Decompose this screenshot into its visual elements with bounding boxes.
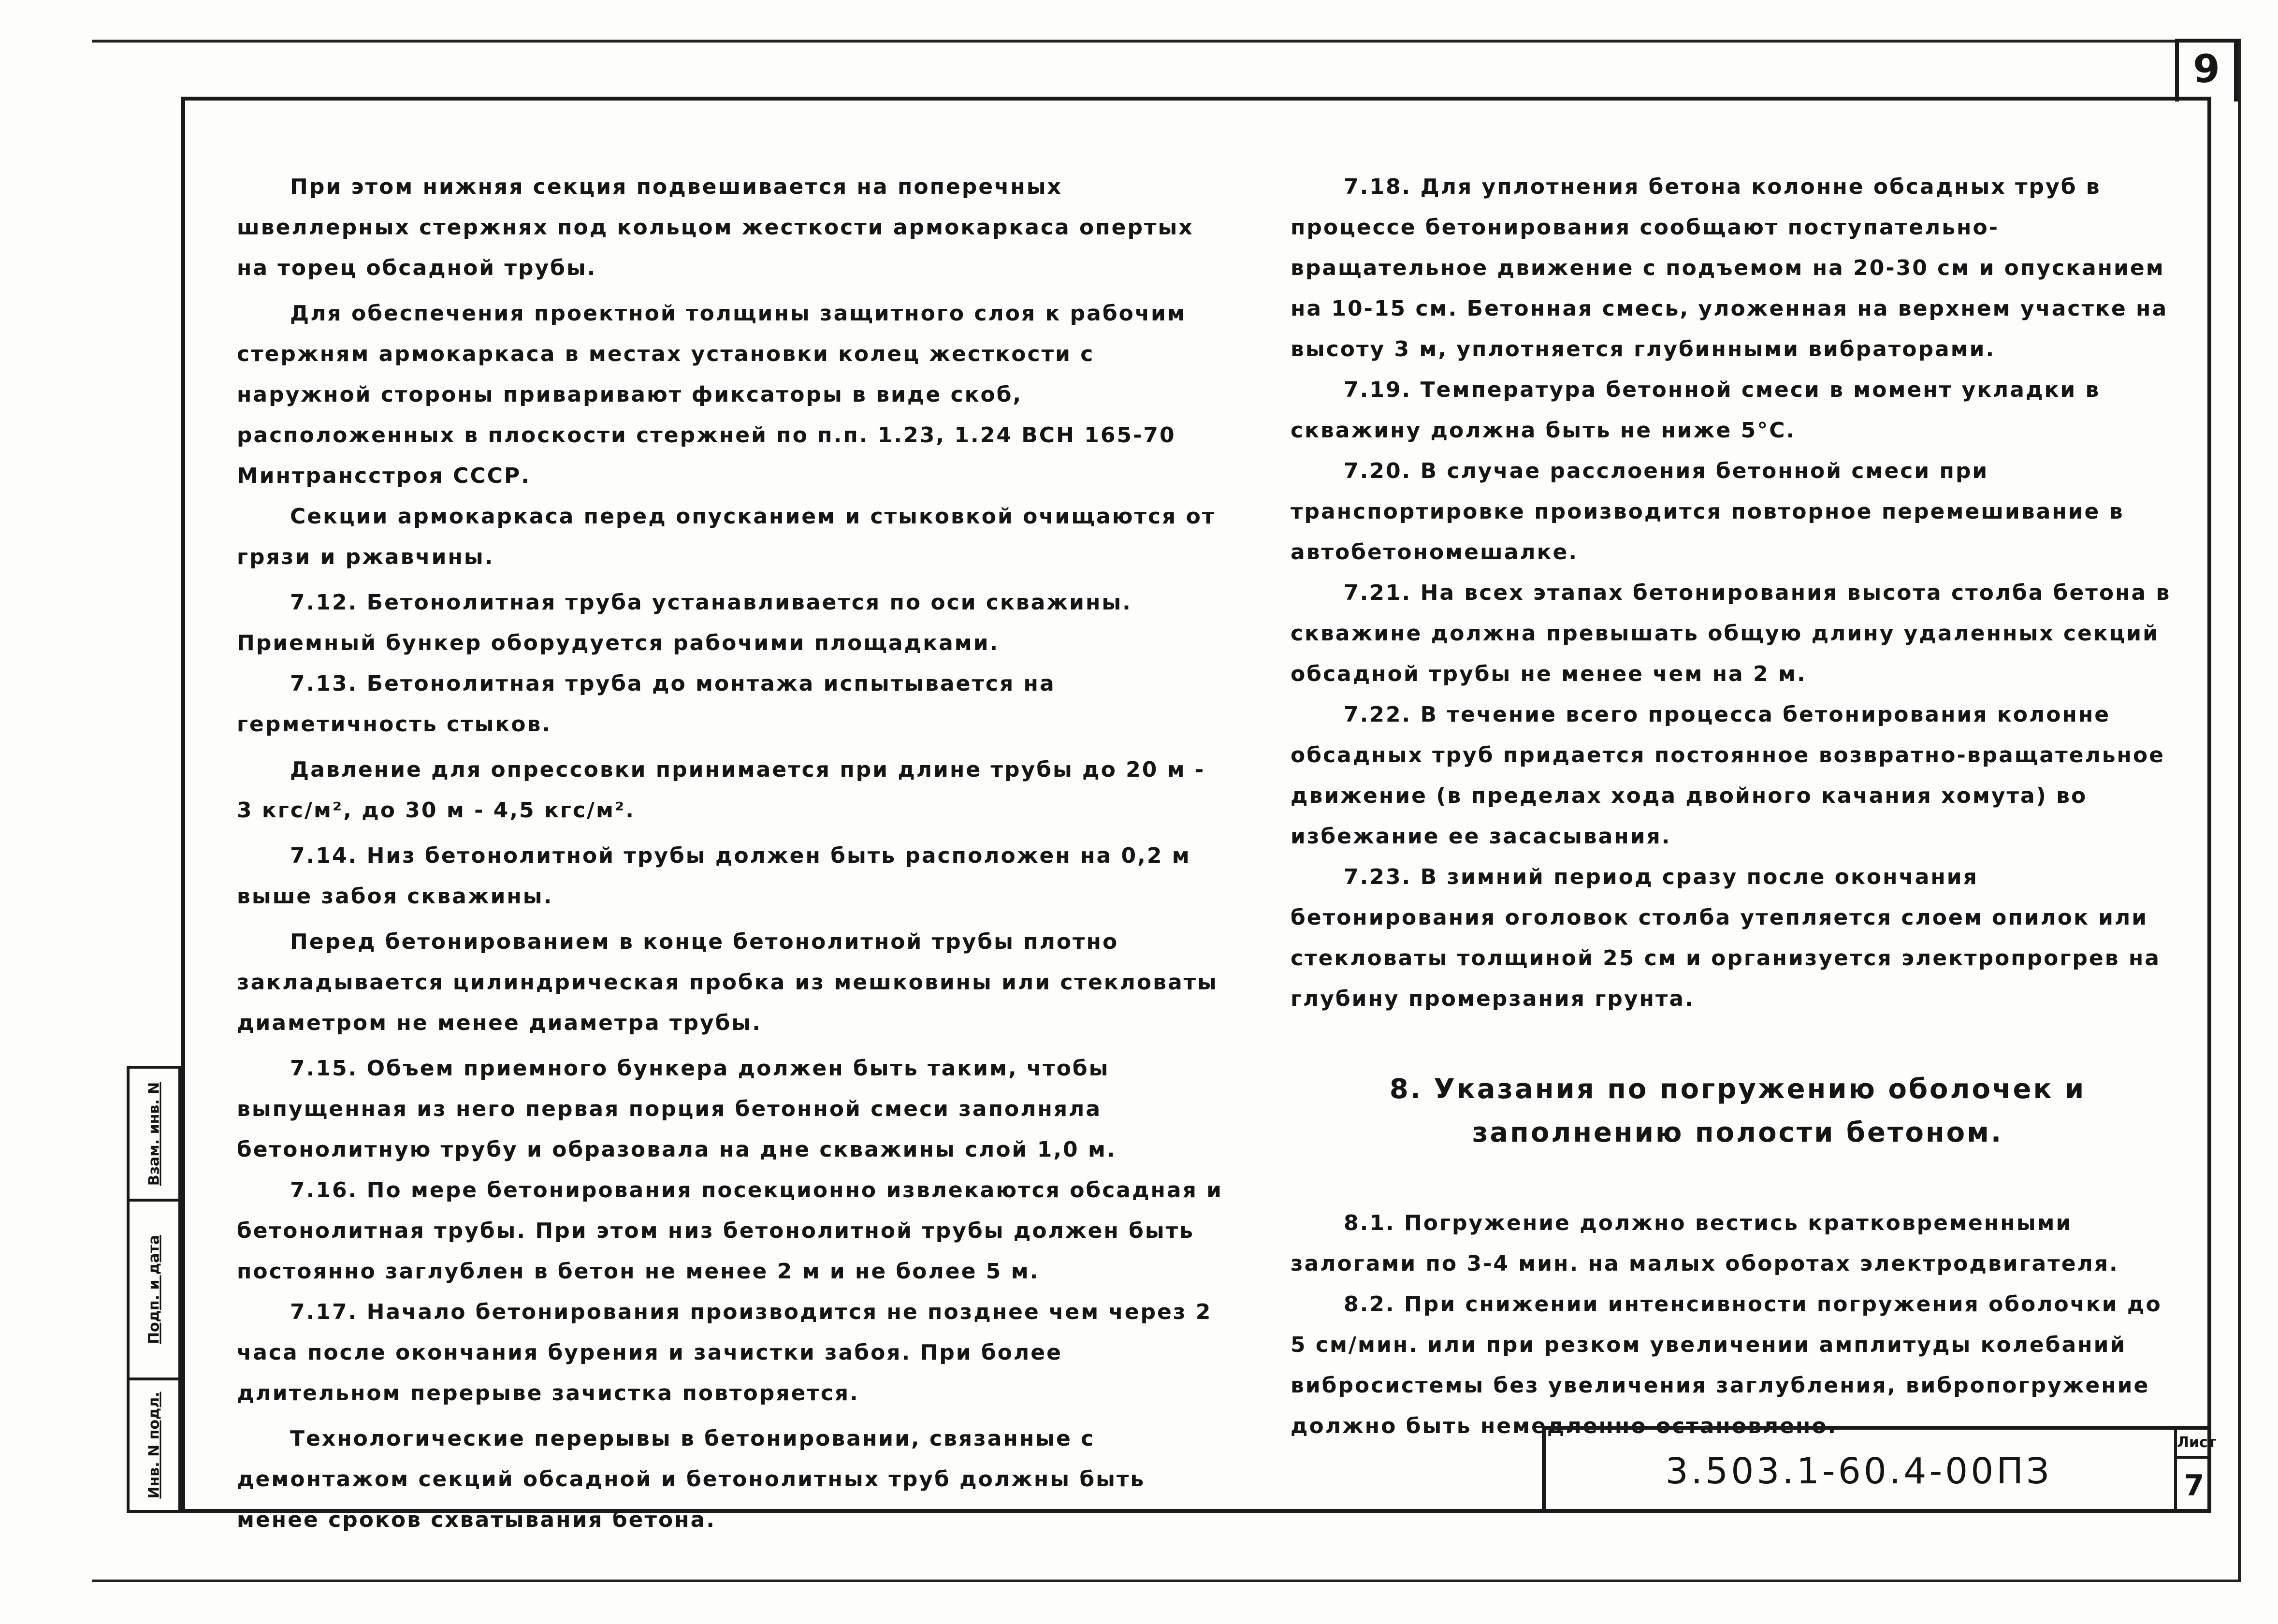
left-text-column [237,167,1228,1540]
left-paragraph: 7.16. По мере бетонирования посекционно извлекаются обсадная и бетонолитная трубы. При этом низ бетонолитной трубы должен быть постоянно заглублен в бетон не менее 2 м и не более 5 м. [237,1178,1223,1284]
right-paragraph: 7.18. Для уплотнения бетона колонне обсадных труб в процессе бетонирования сообщают поступательно-вращательное движение с подъемом на 20-30 см и опусканием на 10-15 см. Бетонная смесь, уложенная на верхнем участке на высоту 3 м, уплотняется глубинными вибраторами. [1291,174,2168,362]
side-stamp [127,1066,181,1513]
section-8-paragraph: 8.1. Погружение должно вестись кратковременными залогами по 3-4 мин. на малых оборотах электродвигателя. [1291,1211,2119,1276]
right-paragraph: 7.21. На всех этапах бетонирования высота столба бетона в скважине должна превышать общую длину удаленных секций обсадной трубы не менее чем на 2 м. [1291,580,2171,686]
sheet-label: Лист [2174,1430,2211,1459]
section-8-paragraph: 8.2. При снижении интенсивности погружения оболочки до 5 см/мин. или при резком увеличении амплитуды колебаний вибросистемы без увеличения заглубления, вибропогружение должно быть немедленно остановлено. [1291,1292,2162,1438]
stamp-label-signature-date: Подп. и дата [145,1234,162,1345]
left-paragraph: Технологические перерывы в бетонировании, связанные с демонтажом секций обсадной и бетонолитных труб должны быть менее сроков схватывания бетона. [237,1426,1146,1532]
left-paragraph: Давление для опрессовки принимается при длине трубы до 20 м - 3 кгс/м², до 30 м - 4,5 кгс/м². [237,757,1205,823]
stamp-cell-original-inv [130,1380,178,1510]
left-paragraph: Для обеспечения проектной толщины защитного слоя к рабочим стержням армокаркаса в местах установки колец жесткости с наружной стороны приваривают фиксаторы в виде скоб, расположенных в плоскости стержней по п.п. 1.23, 1.24 ВСН 165-70 Минтрансстроя СССР. [237,301,1186,488]
title-block [1542,1426,2217,1513]
right-paragraph: 7.22. В течение всего процесса бетонирования колонне обсадных труб придается постоянное возвратно-вращательное движение (в пределах хода двойного качания хомута) во избежание ее засасывания. [1291,702,2165,849]
bottom-edge-line [92,1580,2241,1582]
right-edge-line [2238,39,2241,1580]
left-paragraph: Секции армокаркаса перед опусканием и стыковкой очищаются от грязи и ржавчины. [237,504,1216,569]
stamp-label-replaced-inv: Взам. инв. N [145,1082,162,1186]
document-code: 3.503.1-60.4-00ПЗ [1665,1450,2052,1492]
stamp-cell-replaced-inv [130,1069,178,1202]
left-paragraph: 7.15. Объем приемного бункера должен быть таким, чтобы выпущенная из него первая порция бетонной смеси заполняла бетонолитную трубу и образовала на дне скважины слой 1,0 м. [237,1056,1117,1162]
section-8-title [1291,1068,2185,1155]
left-paragraph: Перед бетонированием в конце бетонолитной трубы плотно закладывается цилиндрическая пробка из мешковины или стекловаты диаметром не менее диаметра трубы. [237,929,1218,1035]
left-paragraph: 7.13. Бетонолитная труба до монтажа испытывается на герметичность стыков. [237,671,1056,737]
right-paragraph: 7.19. Температура бетонной смеси в момент укладки в скважину должна быть не ниже 5°С. [1291,377,2101,443]
stamp-cell-signature-date [130,1202,178,1380]
stamp-label-original-inv: Инв. N подл. [145,1392,162,1499]
right-paragraph: 7.23. В зимний период сразу после окончания бетонирования оголовок столба утепляется слоем опилок или стекловаты толщиной 25 см и организуется электропрогрев на глубину промерзания грунта. [1291,865,2161,1011]
page-number: 9 [2175,39,2238,102]
top-edge-line [92,40,2180,43]
section-8-title-line-1: 8. Указания по погружению оболочек и [1389,1073,2086,1105]
left-paragraph: 7.12. Бетонолитная труба устанавливается по оси скважины. Приемный бункер оборудуется рабочими площадками. [237,590,1132,655]
left-paragraph: 7.14. Низ бетонолитной трубы должен быть расположен на 0,2 м выше забоя скважины. [237,843,1191,909]
left-paragraph: 7.17. Начало бетонирования производится не позднее чем через 2 часа после окончания бурения и зачистки забоя. При более длительном перерыве зачистка повторяется. [237,1300,1212,1406]
section-8-title-line-2: заполнению полости бетоном. [1472,1117,2003,1148]
right-paragraph: 7.20. В случае расслоения бетонной смеси при транспортировке производится повторное перемешивание в автобетономешалке. [1291,459,2124,565]
sheet-number: 7 [2174,1459,2211,1513]
left-paragraph: При этом нижняя секция подвешивается на поперечных швеллерных стержнях под кольцом жесткости армокаркаса опертых на торец обсадной трубы. [237,174,1194,280]
right-text-column [1291,167,2185,1447]
